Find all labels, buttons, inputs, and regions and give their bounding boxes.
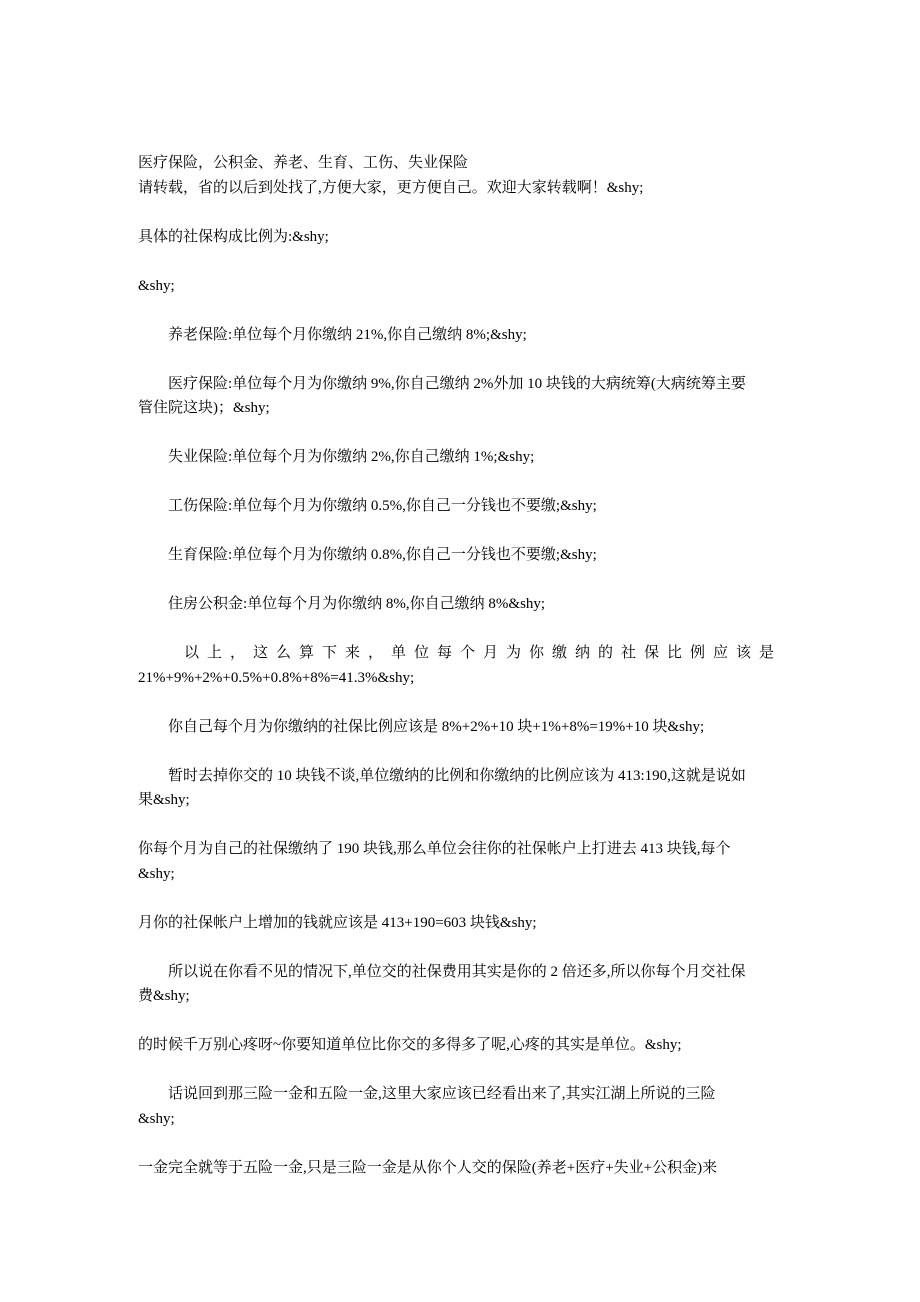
text-line: 生育保险:单位每个月为你缴纳 0.8%,你自己一分钱也不要缴;&shy; (138, 547, 597, 563)
text-line: 工伤保险:单位每个月为你缴纳 0.5%,你自己一分钱也不要缴;&shy; (138, 498, 597, 514)
paragraph (138, 494, 798, 519)
paragraph (138, 225, 798, 250)
text-line: 你每个月为自己的社保缴纳了 190 块钱,那么单位会往你的社保帐户上打进去 413 块钱,每个 (138, 841, 731, 857)
text-line: 月你的社保帐户上增加的钱就应该是 413+190=603 块钱&shy; (138, 914, 537, 931)
text-line: 失业保险:单位每个月为你缴纳 2%,你自己缴纳 1%;&shy; (138, 449, 535, 465)
text-line: 的时候千万别心疼呀~你要知道单位比你交的多得多了呢,心疼的其实是单位。&shy; (138, 1037, 682, 1053)
text-line: 话说回到那三险一金和五险一金,这里大家应该已经看出来了,其实江湖上所说的三险 (138, 1086, 716, 1102)
paragraph (138, 641, 798, 690)
text-line: 费&shy; (138, 988, 190, 1004)
paragraph (138, 323, 798, 348)
document-page (138, 151, 798, 1180)
text-line: 21%+9%+2%+0.5%+0.8%+8%=41.3%&shy; (138, 669, 415, 686)
text-line: 医疗保险，公积金、养老、生育、工伤、失业保险 (138, 155, 469, 171)
paragraph (138, 1156, 798, 1181)
paragraph (138, 543, 798, 568)
paragraph (138, 151, 798, 200)
text-line: &shy; (138, 1110, 175, 1127)
paragraph (138, 764, 798, 813)
text-line: 具体的社保构成比例为:&shy; (138, 228, 329, 245)
text-line: 管住院这块)；&shy; (138, 400, 270, 416)
text-line: 以上，这么算下来，单位每个月为你缴纳的社保比例应该是 (138, 645, 783, 661)
text-line: &shy; (138, 865, 175, 882)
paragraph (138, 1033, 798, 1058)
text-line: 养老保险:单位每个月你缴纳 21%,你自己缴纳 8%;&shy; (138, 326, 527, 343)
text-line: 暂时去掉你交的 10 块钱不谈,单位缴纳的比例和你缴纳的比例应该为 413:190,这就是说如 (138, 767, 746, 784)
text-line: 一金完全就等于五险一金,只是三险一金是从你个人交的保险(养老+医疗+失业+公积金)来 (138, 1159, 718, 1176)
paragraph (138, 715, 798, 740)
paragraph (138, 911, 798, 936)
paragraph (138, 960, 798, 1009)
text-line: 果&shy; (138, 792, 190, 808)
text-line: &shy; (138, 277, 175, 294)
paragraph (138, 837, 798, 886)
text-line: 住房公积金:单位每个月为你缴纳 8%,你自己缴纳 8%&shy; (138, 596, 546, 612)
text-line: 请转载，省的以后到处找了,方便大家，更方便自己。欢迎大家转载啊！&shy; (138, 179, 644, 196)
paragraph (138, 445, 798, 470)
text-line: 所以说在你看不见的情况下,单位交的社保费用其实是你的 2 倍还多,所以你每个月交社保 (138, 963, 746, 980)
paragraph (138, 1082, 798, 1131)
paragraph (138, 372, 798, 421)
paragraph (138, 592, 798, 617)
paragraph (138, 274, 798, 299)
text-line: 你自己每个月为你缴纳的社保比例应该是 8%+2%+10 块+1%+8%=19%+10 块&shy; (138, 718, 705, 735)
text-line: 医疗保险:单位每个月为你缴纳 9%,你自己缴纳 2%外加 10 块钱的大病统筹(大病统筹主要 (138, 375, 746, 392)
